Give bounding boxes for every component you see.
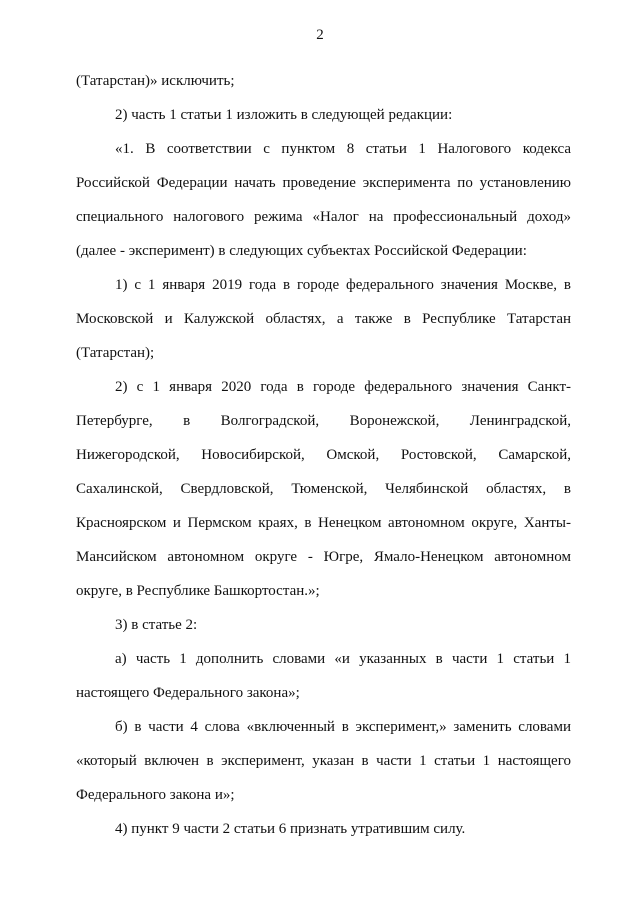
paragraph-item-4 xyxy=(76,812,571,846)
text-line: Красноярском и Пермском краях, в Ненецком автономном округе, Ханты- xyxy=(76,515,571,531)
text-line: 2) с 1 января 2020 года в городе федерального значения Санкт- xyxy=(115,379,571,395)
text-line: Федерального закона и»; xyxy=(76,787,235,803)
paragraph-subitem-b xyxy=(76,710,571,812)
text-line: (Татарстан); xyxy=(76,345,155,361)
text-line: 2) часть 1 статьи 1 изложить в следующей редакции: xyxy=(115,107,453,123)
text-line: Петербурге, в Волгоградской, Воронежской, Ленинградской, xyxy=(76,413,571,429)
text-line: настоящего Федерального закона»; xyxy=(76,685,300,701)
paragraph-subitem-a xyxy=(76,642,571,710)
text-line: Московской и Калужской областях, а также в Республике Татарстан xyxy=(76,311,571,327)
text-line: 4) пункт 9 части 2 статьи 6 признать утратившим силу. xyxy=(115,821,466,837)
text-line: Мансийском автономном округе - Югре, Ямало-Ненецком автономном xyxy=(76,549,571,565)
paragraph-subitem-1 xyxy=(76,268,571,370)
text-line: Российской Федерации начать проведение эксперимента по установлению xyxy=(76,175,571,191)
text-line: Сахалинской, Свердловской, Тюменской, Челябинской областях, в xyxy=(76,481,571,497)
paragraph-item-2 xyxy=(76,98,571,132)
text-line: «который включен в эксперимент, указан в части 1 статьи 1 настоящего xyxy=(76,753,571,769)
paragraph-subitem-2 xyxy=(76,370,571,608)
page-number: 2 xyxy=(316,27,324,43)
paragraph-new-wording xyxy=(76,132,571,268)
text-line: Нижегородской, Новосибирской, Омской, Ростовской, Самарской, xyxy=(76,447,571,463)
text-line: (Татарстан)» исключить; xyxy=(76,73,235,89)
text-line: специального налогового режима «Налог на профессиональный доход» xyxy=(76,209,571,225)
document-body xyxy=(76,64,571,846)
text-line: 1) с 1 января 2019 года в городе федерального значения Москве, в xyxy=(115,277,571,293)
text-line: «1. В соответствии с пунктом 8 статьи 1 Налогового кодекса xyxy=(115,141,571,157)
text-line: (далее - эксперимент) в следующих субъектах Российской Федерации: xyxy=(76,243,527,259)
text-line: б) в части 4 слова «включенный в эксперимент,» заменить словами xyxy=(115,719,571,735)
paragraph-item-3 xyxy=(76,608,571,642)
text-line: 3) в статье 2: xyxy=(115,617,198,633)
text-line: а) часть 1 дополнить словами «и указанных в части 1 статьи 1 xyxy=(115,651,571,667)
text-line: округе, в Республике Башкортостан.»; xyxy=(76,583,320,599)
paragraph-intro xyxy=(76,64,571,98)
